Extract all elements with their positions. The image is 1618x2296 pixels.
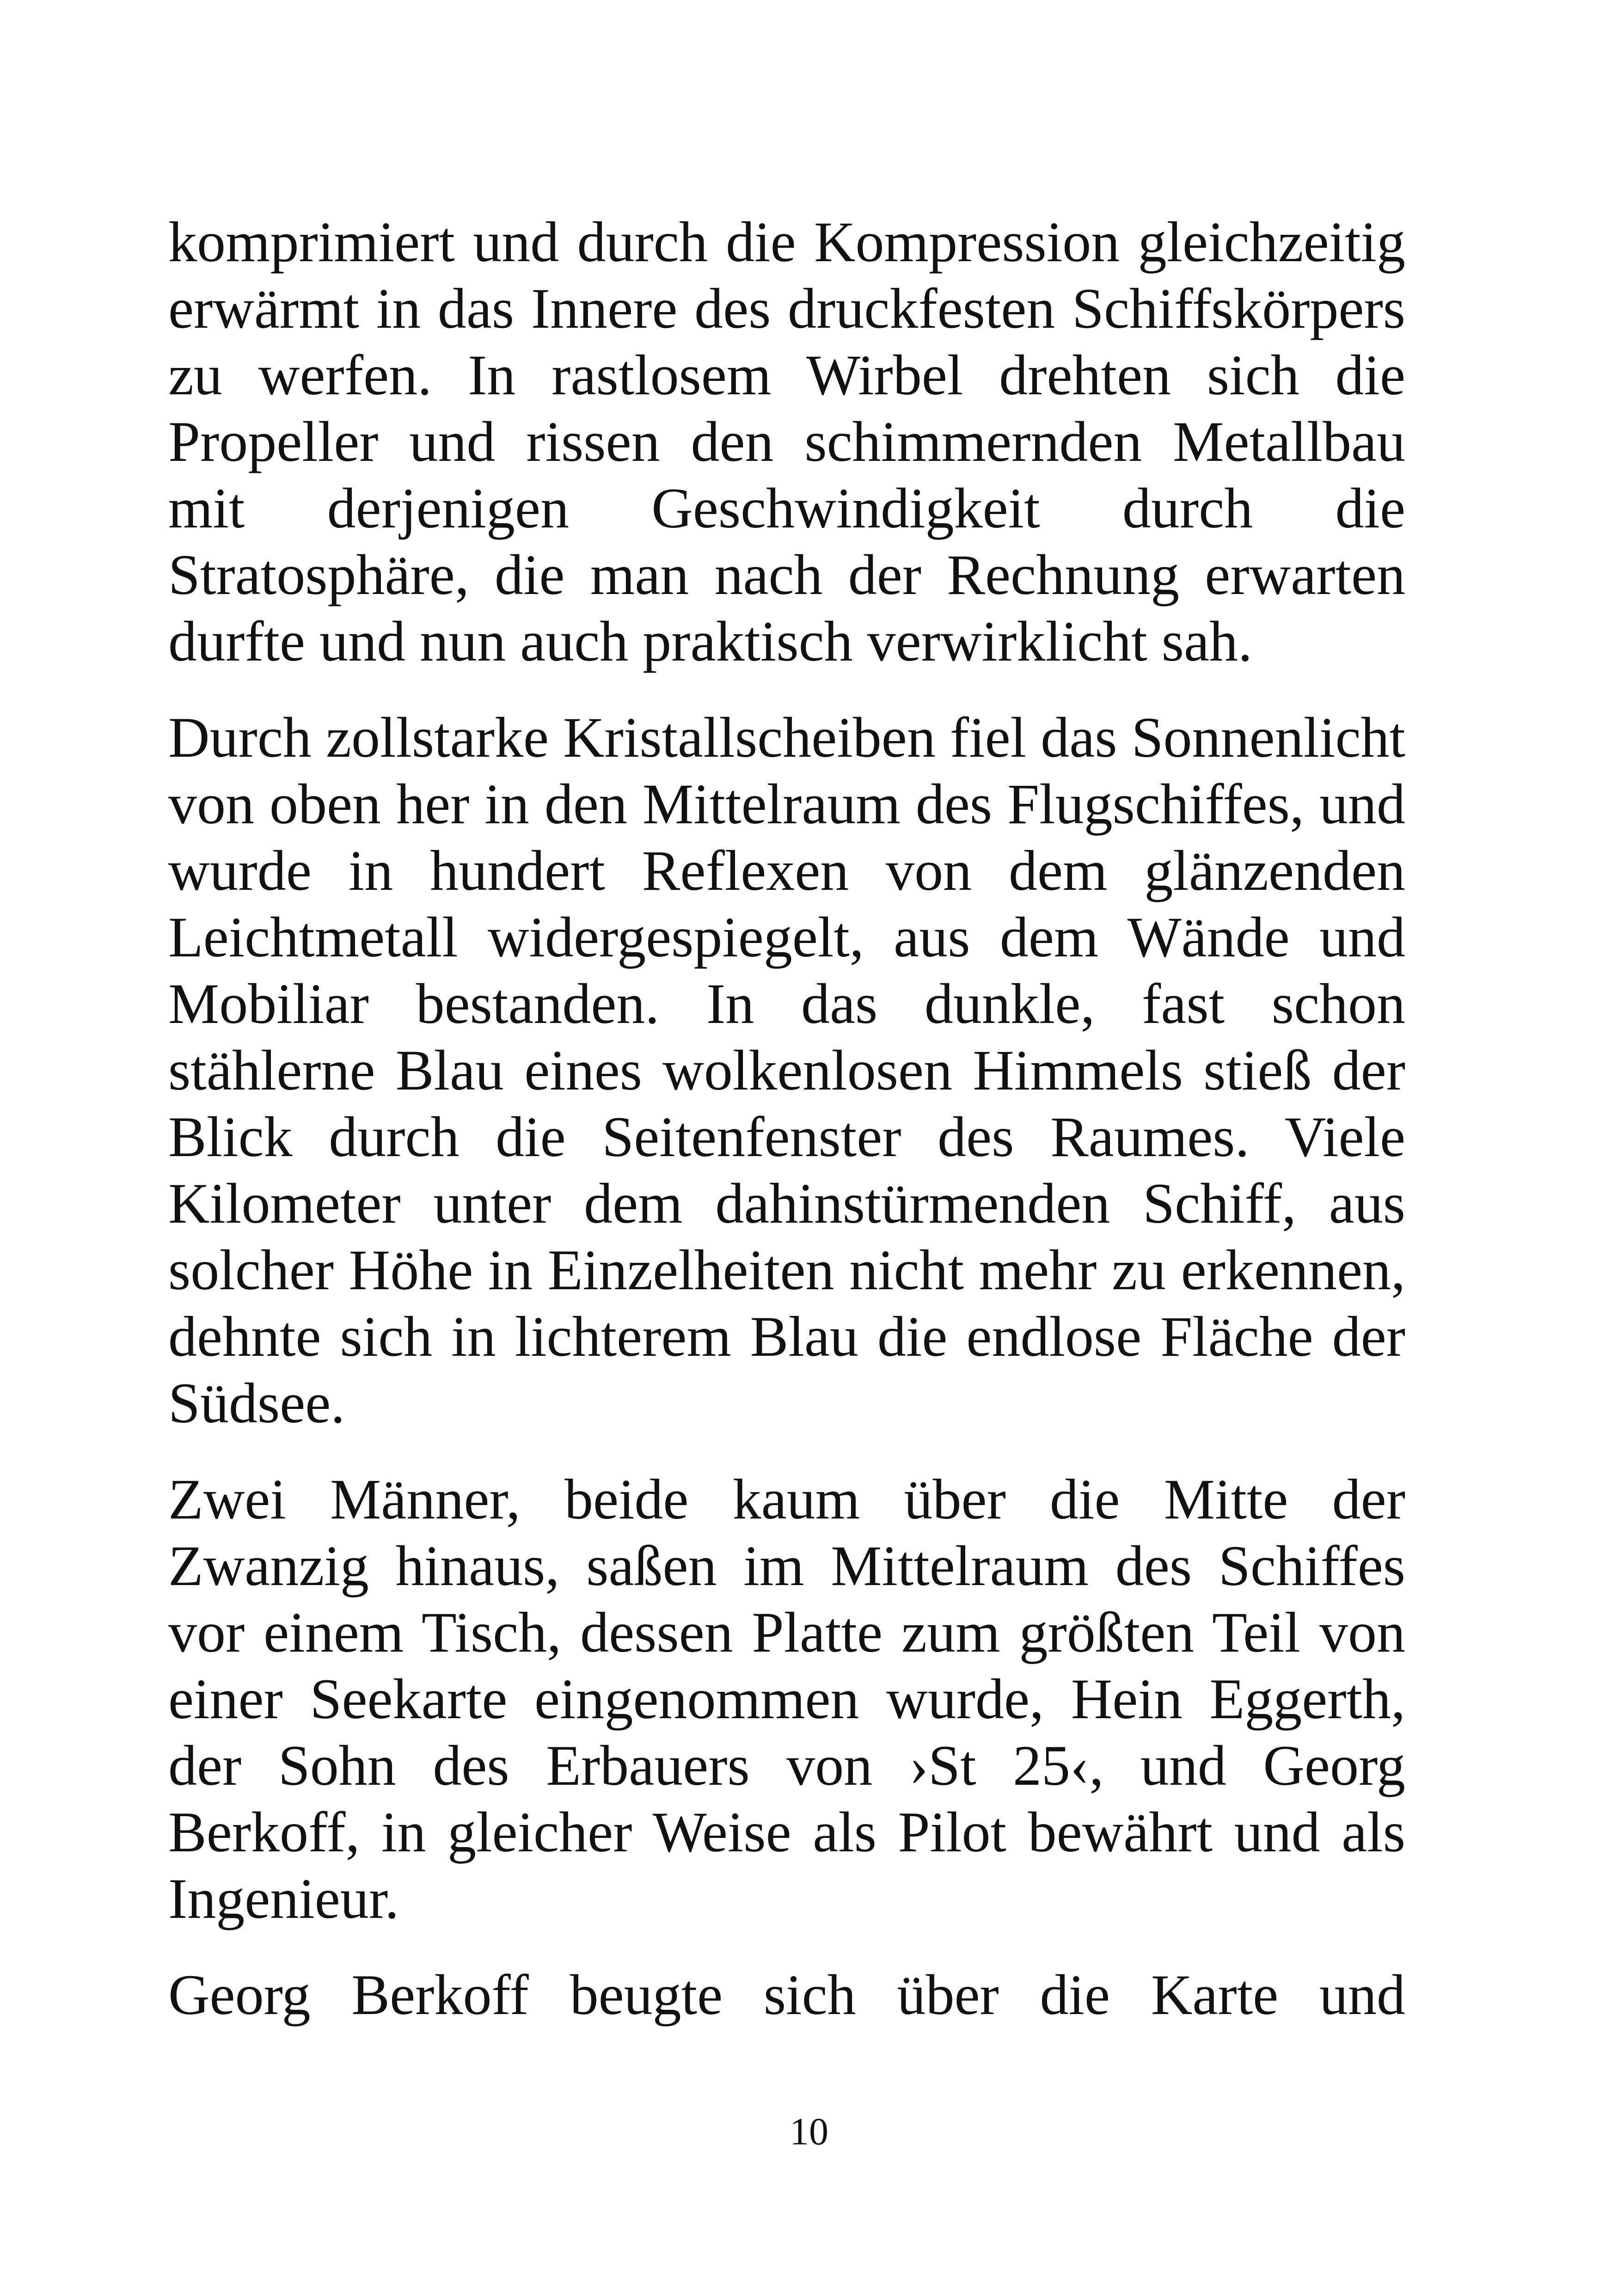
body-text <box>168 209 1405 2058</box>
paragraph: Durch zollstarke Kristallscheiben fiel das Sonnenlicht von oben her in den Mittelraum des Flugschiffes, und wurde in hundert Reflexen von dem glänzenden Leichtmetall widergespiegelt, aus dem Wände und Mobiliar bestanden. In das dunkle, fast schon stählerne Blau eines wolkenlosen Himmels stieß der Blick durch die Seitenfenster des Raumes. Viele Kilometer unter dem dahinstürmenden Schiff, aus solcher Höhe in Einzelheiten nicht mehr zu erkennen, dehnte sich in lichterem Blau die endlose Fläche der Südsee. <box>168 706 1405 1435</box>
paragraph: Zwei Männer, beide kaum über die Mitte der Zwanzig hinaus, saßen im Mittelraum des Schiffes vor einem Tisch, dessen Platte zum größten Teil von einer Seekarte eingenommen wurde, Hein Eggerth, der Sohn des Erbauers von ›St 25‹, und Georg Berkoff, in gleicher Weise als Pilot bewährt und als Ingenieur. <box>168 1468 1405 1930</box>
paragraph: Georg Berkoff beugte sich über die Karte und <box>168 1963 1405 2027</box>
paragraph: komprimiert und durch die Kompression gleichzeitig erwärmt in das Innere des druckfesten Schiffskörpers zu werfen. In rastlosem Wirbel drehten sich die Propeller und rissen den schimmernden Metallbau mit derjenigen Geschwindigkeit durch die Stratosphäre, die man nach der Rechnung erwarten durfte und nun auch praktisch verwirklicht sah. <box>168 210 1405 673</box>
page-number: 10 <box>790 2110 828 2153</box>
